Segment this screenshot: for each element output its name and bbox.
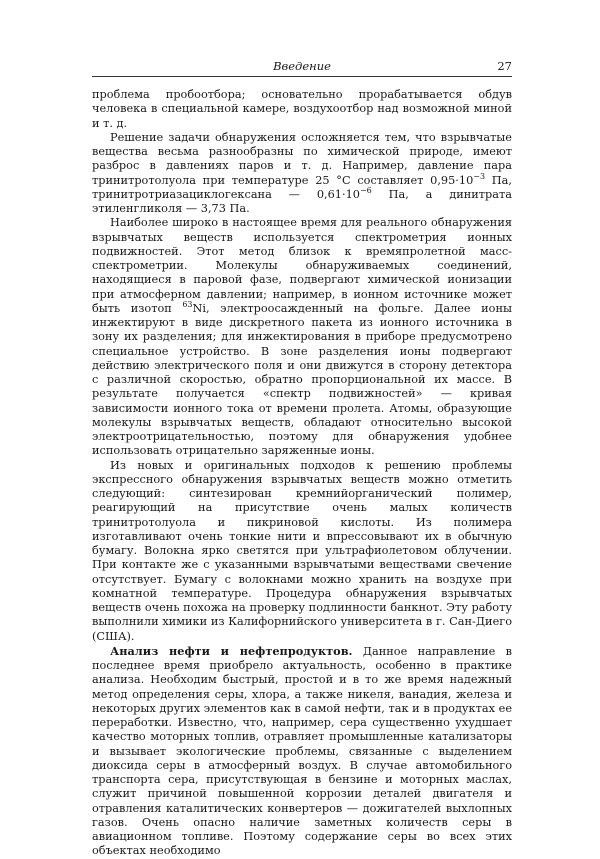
running-header (92, 58, 512, 77)
isotope-mass-number: 63 (182, 299, 193, 309)
paragraph-3 (92, 216, 512, 458)
page-number: 27 (497, 59, 512, 73)
paragraph-5-text: Данное направление в последнее время приобрело актуальность, особенно в практике анализа. Необходим быстрый, простой и в то же время надежный метод определения серы, хлора, а также никеля, ванадия, железа и некоторых других элементов как в самой нефти, так и в продуктах ее переработки. Известно, что, например, сера существенно ухудшает качество моторных топлив, отравляет промышленные катализаторы и вызывает экологические проблемы, связанные с выделением диоксида серы в атмосферный воздух. В случае автомобильного транспорта сера, присутствующая в бензине и моторных маслах, служит причиной повышенной коррозии деталей двигателя и отравления каталитических конвертеров — дожигателей выхлопных газов. Очень опасно наличие заметных количеств серы в авиационном топливе. Поэтому содержание серы во всех этих объектах необходимо (92, 644, 512, 858)
section-title: Введение (273, 59, 331, 73)
exponent-1: −3 (473, 171, 486, 181)
paragraph-3-part-b: Ni, электроосажденный на фольге. Далее ионы инжектируют в виде дискретного пакета из ионного источника в зону их разделения; для инжектирования в приборе предусмотрено специальное устройство. В зоне разделения ионы подвергают действию электрического поля и они движутся в сторону детектора с различной скоростью, обратно пропорциональной их массе. В результате получается «спектр подвижностей» — кривая зависимости ионного тока от времени пролета. Атомы, образующие молекулы взрывчатых веществ, обладают относительно высокой электроотрицательностью, поэтому для обнаружения удобнее использовать отрицательно заряженные ионы. (92, 301, 512, 458)
paragraph-5 (92, 644, 512, 859)
paragraph-4: Из новых и оригинальных подходов к решению проблемы экспрессного обнаружения взрывчатых веществ можно отметить следующий: синтезирован кремнийорганический полимер, реагирующий на присутствие очень малых количеств тринитротолуола и пикриновой кислоты. Из полимера изготавливают очень тонкие нити и впрессовывают их в обычную бумагу. Волокна ярко светятся при ультрафиолетовом облучении. При контакте же с указанными взрывчатыми веществами свечение отсутствует. Бумагу с волокнами можно хранить на воздухе при комнатной температуре. Процедура обнаружения взрывчатых веществ очень похожа на проверку подлинности банкнот. Эту работу выполнили химики из Калифорнийского университета в г. Сан-Диего (США). (92, 458, 512, 643)
subsection-heading: Анализ нефти и нефтепродуктов. (110, 643, 353, 658)
paragraph-2-part-c: Па, а динитрата этиленгликоля — 3,73 Па. (92, 187, 513, 215)
exponent-2: −6 (359, 185, 372, 195)
paragraph-2-part-b: Па, тринитротриазациклогексана — 0,61·10 (92, 173, 512, 201)
paragraph-2-part-a: Решение задачи обнаружения осложняется тем, что взрывчатые вещества весьма разнообразны по химической природе, имеют разброс в давлениях паров и т. д. Например, давление пара тринитротолуола при температуре 25 °C составляет 0,95·10 (92, 130, 512, 187)
paragraph-2 (92, 131, 512, 217)
paragraph-1: проблема пробоотбора; основательно прорабатывается обдув человека в специальной камере, воздухоотбор над возможной миной и т. д. (92, 88, 512, 130)
body-text (92, 88, 512, 859)
paragraph-3-part-a: Наиболее широко в настоящее время для реального обнаружения взрывчатых веществ используется спектрометрия ионных подвижностей. Этот метод близок к времяпролетной масс-спектрометрии. Молекулы обнаруживаемых соединений, находящиеся в паровой фазе, подвергают химической ионизации при атмосферном давлении; например, в ионном источнике может быть изотоп (92, 216, 512, 315)
